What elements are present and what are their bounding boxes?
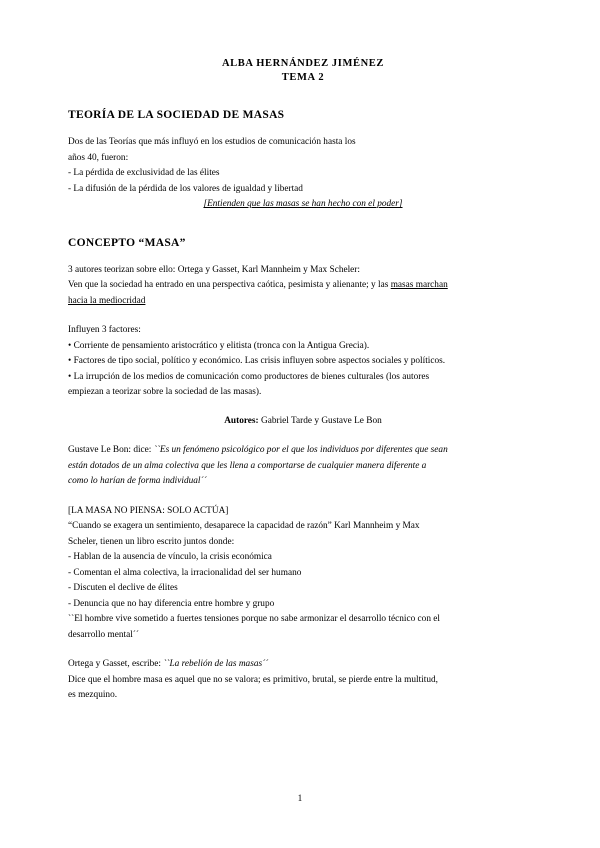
intro-highlight: [Entienden que las masas se han hecho con el poder]	[203, 199, 403, 209]
intro-line-2: años 40, fueron:	[68, 152, 129, 163]
factor-bullet-3-cont: empiezan a teorizar sobre la sociedad de las masas).	[68, 387, 262, 397]
ortega-book-title: ``La rebelión de las masas´´	[163, 659, 269, 669]
masa-item-4: - Denuncia que no hay diferencia entre hombre y grupo	[68, 598, 275, 609]
lebon-lead: Gustave Le Bon: dice:	[68, 445, 154, 455]
authors-label: Autores:	[224, 415, 259, 426]
concept-line-1: 3 autores teorizan sobre ello: Ortega y Gasset, Karl Mannheim y Max Scheler:	[68, 264, 360, 275]
authors-value: Gabriel Tarde y Gustave Le Bon	[258, 415, 382, 426]
factors-block	[68, 323, 538, 401]
masa-item-2: - Comentan el alma colectiva, la irracionalidad del ser humano	[68, 567, 302, 578]
masa-no-piensa-line-2: Scheler, tienen un libro escrito juntos donde:	[68, 536, 235, 547]
factor-bullet-3: • La irrupción de los medios de comunicación como productores de bienes culturales (los autores	[68, 371, 430, 382]
concept-paragraph	[68, 263, 538, 310]
concept-line-2	[68, 278, 538, 294]
lebon-quote-part-1: ``Es un fenómeno psicológico por el que los individuos por diferentes que sean	[153, 445, 448, 455]
masa-no-piensa-line-1: “Cuando se exagera un sentimiento, desaparece la capacidad de razón” Karl Mannheim y Max	[68, 521, 420, 531]
header-author: ALBA HERNÁNDEZ JIMÉNEZ	[222, 58, 384, 69]
ortega-line-2: Dice que el hombre masa es aquel que no se valora; es primitivo, brutal, se pierde entre la multitud,	[68, 674, 438, 685]
concept-line-2-underlined: masas marchan	[390, 280, 448, 290]
masa-item-1: - Hablan de la ausencia de vínculo, la crisis económica	[68, 552, 272, 562]
intro-line-4: - La difusión de la pérdida de los valores de igualdad y libertad	[68, 183, 303, 194]
page-number: 1	[297, 794, 303, 804]
masa-no-piensa-block	[68, 504, 538, 644]
masa-item-3: - Discuten el declive de élites	[68, 583, 178, 593]
section-title-concepto-masa: CONCEPTO “MASA”	[68, 236, 186, 249]
factor-bullet-1: • Corriente de pensamiento aristocrático y elitista (tronca con la Antigua Grecia).	[68, 340, 370, 351]
lebon-line-1	[68, 443, 538, 459]
intro-line-3: - La pérdida de exclusividad de las élites	[68, 168, 220, 178]
intro-line-1: Dos de las Teorías que más influyó en los estudios de comunicación hasta los	[68, 137, 356, 147]
ortega-block	[68, 657, 538, 704]
authors-line	[68, 414, 538, 430]
lebon-block	[68, 443, 538, 490]
masa-no-piensa-heading: [LA MASA NO PIENSA: SOLO ACTÚA]	[68, 505, 229, 516]
factor-bullet-2: • Factores de tipo social, político y económico. Las crisis influyen sobre aspectos sociales y políticos.	[68, 356, 446, 366]
concept-line-3: hacia la mediocridad	[68, 295, 146, 306]
ortega-lead: Ortega y Gasset, escribe:	[68, 659, 164, 669]
document-header	[68, 58, 538, 83]
masa-quote-line-1: ``El hombre vive sometido a fuertes tensiones porque no sabe armonizar el desarrollo técnico con el	[68, 614, 441, 624]
lebon-quote-part-2: están dotados de un alma colectiva que les llena a comportarse de cualquier manera diferente a	[68, 460, 427, 471]
header-topic: TEMA 2	[281, 72, 325, 83]
intro-paragraph	[68, 135, 538, 213]
page-title: TEORÍA DE LA SOCIEDAD DE MASAS	[68, 109, 285, 121]
lebon-quote-part-3: como lo harían de forma individual´´	[68, 476, 207, 486]
ortega-line-3: es mezquino.	[68, 690, 118, 700]
factors-intro: Influyen 3 factores:	[68, 325, 141, 335]
masa-quote-line-2: desarrollo mental´´	[68, 629, 139, 640]
ortega-line-1	[68, 657, 538, 673]
concept-line-2-plain: Ven que la sociedad ha entrado en una perspectiva caótica, pesimista y alienante; y las	[68, 280, 391, 290]
